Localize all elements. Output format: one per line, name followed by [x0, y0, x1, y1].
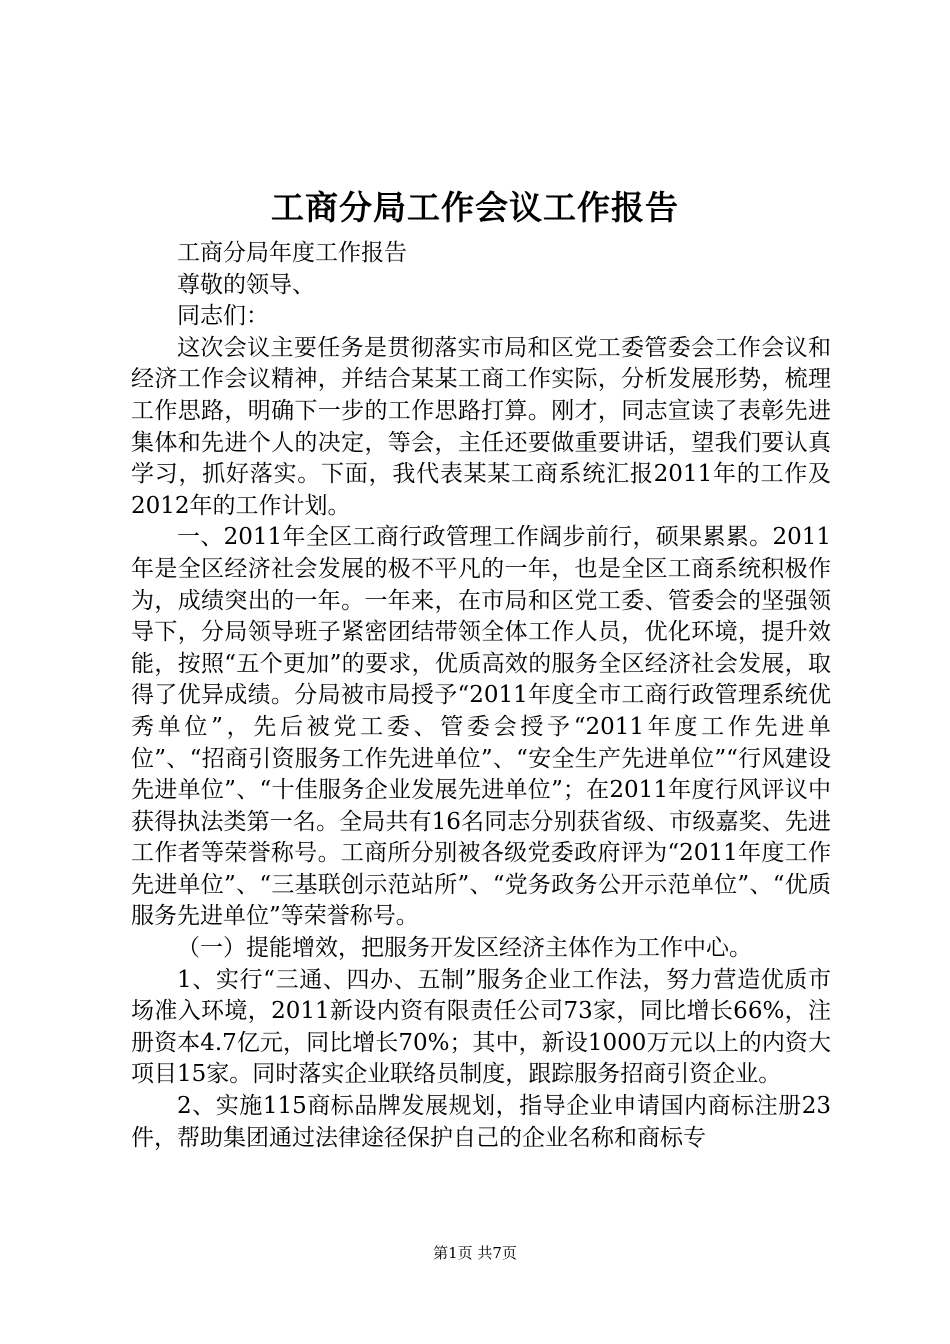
item-one-paragraph: 1、实行“三通、四办、五制”服务企业工作法，努力营造优质市场准入环境，2011新设内资有限责任公司73家，同比增长66%，注册资本4.7亿元，同比增长70%；其中，新设1000万元以上的内资大项目15家。同时落实企业联络员制度，跟踪服务招商引资企业。: [131, 966, 831, 1088]
item-two-paragraph: 2、实施115商标品牌发展规划，指导企业申请国内商标注册23件，帮助集团通过法律途径保护自己的企业名称和商标专: [131, 1093, 831, 1151]
document-body: [131, 238, 831, 1154]
page-number-footer: 第1页 共7页: [433, 1244, 517, 1262]
intro-paragraph: 这次会议主要任务是贯彻落实市局和区党工委管委会工作会议和经济工作会议精神，并结合某某工商工作实际，分析发展形势，梳理工作思路，明确下一步的工作思路打算。刚才，同志宣读了表彰先进集体和先进个人的决定，等会，主任还要做重要讲话，望我们要认真学习，抓好落实。下面，我代表某某工商系统汇报2011年的工作及2012年的工作计划。: [131, 334, 831, 519]
document-title: 工商分局工作会议工作报告: [271, 188, 679, 227]
subsection-one-heading: （一）提能增效，把服务开发区经济主体作为工作中心。: [177, 935, 752, 962]
salutation-leaders: 尊敬的领导、: [177, 271, 315, 298]
report-subtitle: 工商分局年度工作报告: [177, 240, 407, 266]
section-one-paragraph: 一、2011年全区工商行政管理工作阔步前行，硕果累累。2011年是全区经济社会发展的极不平凡的一年，也是全区工商系统积极作为，成绩突出的一年。一年来，在市局和区党工委、管委会的坚强领导下，分局领导班子紧密团结带领全体工作人员，优化环境，提升效能，按照“五个更加”的要求，优质高效的服务全区经济社会发展，取得了优异成绩。分局被市局授予“2011年度全市工商行政管理系统优秀单位”，先后被党工委、管委会授予“2011年度工作先进单位”、“招商引资服务工作先进单位”、“安全生产先进单位”“行风建设先进单位”、“十佳服务企业发展先进单位”；在2011年度行风评议中获得执法类第一名。全局共有16名同志分别获省级、市级嘉奖、先进工作者等荣誉称号。工商所分别被各级党委政府评为“2011年度工作先进单位”、“三基联创示范站所”、“党务政务公开示范单位”、“优质服务先进单位”等荣誉称号。: [131, 524, 831, 930]
salutation-comrades: 同志们：: [177, 303, 269, 330]
